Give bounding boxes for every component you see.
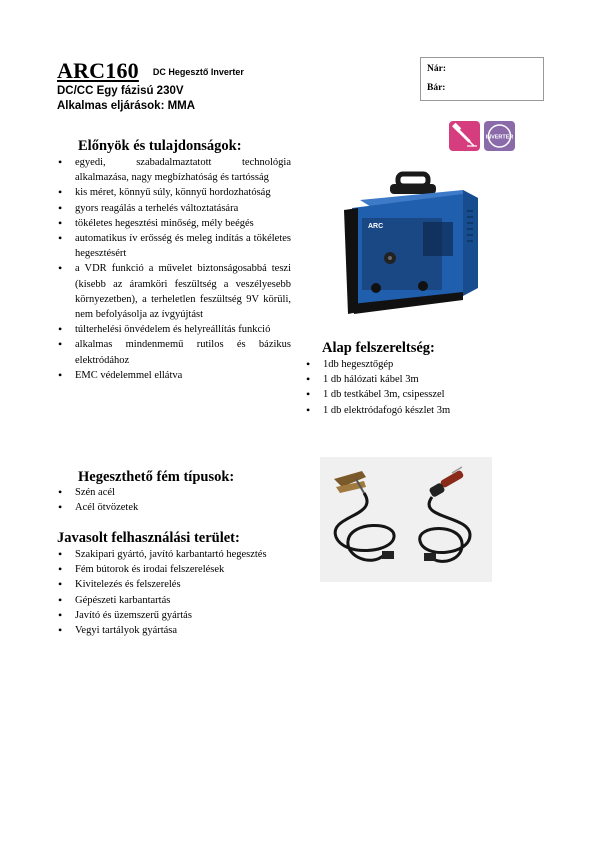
list-item: • Kivitelezés és felszerelés <box>57 577 291 592</box>
list-item: • automatikus ív erősség és meleg indítás a tökéletes hegesztésért <box>57 231 291 261</box>
list-item: • Szakipari gyártó, javító karbantartó hegesztés <box>57 547 291 562</box>
list-item: • a VDR funkció a művelet biztonságosabbá teszi (kisebb az áramköri feszültség a veszélyesebb környezetben), a terheletlen feszültség 9V körüli, nem befolyásolja az ívgyújtást <box>57 261 291 322</box>
list-item: • kis méret, könnyű súly, könnyű hordozhatóság <box>57 185 291 200</box>
cable-set-photo <box>320 457 492 582</box>
list-item: • Vegyi tartályok gyártása <box>57 623 291 638</box>
product-title-row <box>57 58 244 84</box>
list-item: • 1db hegesztőgép <box>305 357 545 372</box>
list-item: • 1 db elektródafogó készlet 3m <box>305 403 545 418</box>
list-item: • Gépészeti karbantartás <box>57 593 291 608</box>
metals-list <box>57 485 291 515</box>
welding-electrode-icon <box>449 121 480 151</box>
price-box <box>420 57 544 101</box>
features-heading: Előnyök és tulajdonságok: <box>78 138 242 154</box>
process-spec: Alkalmas eljárások: MMA <box>57 100 196 112</box>
electrode-holder-icon <box>428 467 464 498</box>
list-item: • egyedi, szabadalmaztatott technológia alkalmazása, nagy megbízhatóság és tartósság <box>57 155 291 185</box>
list-item: • Fém bútorok és irodai felszerelések <box>57 562 291 577</box>
inverter-badge-icon <box>484 121 515 151</box>
metals-heading: Hegeszthető fém típusok: <box>78 469 235 485</box>
earth-clamp-icon <box>334 471 366 493</box>
list-item: • EMC védelemmel ellátva <box>57 368 291 383</box>
price-label: Bár: <box>427 83 446 93</box>
applications-heading: Javasolt felhasználási terület: <box>57 530 240 546</box>
equipment-heading: Alap felszereltség: <box>322 340 435 356</box>
machine-brand-label: ARC <box>368 223 384 230</box>
list-item: • tökéletes hegesztési minőség, mély beégés <box>57 216 291 231</box>
list-item: • túlterhelési önvédelem és helyreállítás funkció <box>57 322 291 337</box>
list-item: • gyors reagálás a terhelés változtatására <box>57 201 291 216</box>
list-item: • Szén acél <box>57 485 291 500</box>
list-item: • alkalmas mindenmemű rutilos és bázikus elektródához <box>57 337 291 367</box>
equipment-list <box>305 357 545 418</box>
list-item: • 1 db hálózati kábel 3m <box>305 372 545 387</box>
list-item: • 1 db testkábel 3m, csipesszel <box>305 387 545 402</box>
power-spec: DC/CC Egy fázisú 230V <box>57 85 184 97</box>
features-list <box>57 155 291 383</box>
list-price-label: Nár: <box>427 64 446 74</box>
inverter-badge-text: INVERTER <box>485 134 514 141</box>
welding-machine-photo <box>328 170 498 330</box>
applications-list <box>57 547 291 638</box>
model-subtitle: DC Hegesztő Inverter <box>152 67 244 77</box>
list-item: • Javító és üzemszerű gyártás <box>57 608 291 623</box>
list-item: • Acél ötvözetek <box>57 500 291 515</box>
model-name: ARC160 <box>57 58 139 83</box>
